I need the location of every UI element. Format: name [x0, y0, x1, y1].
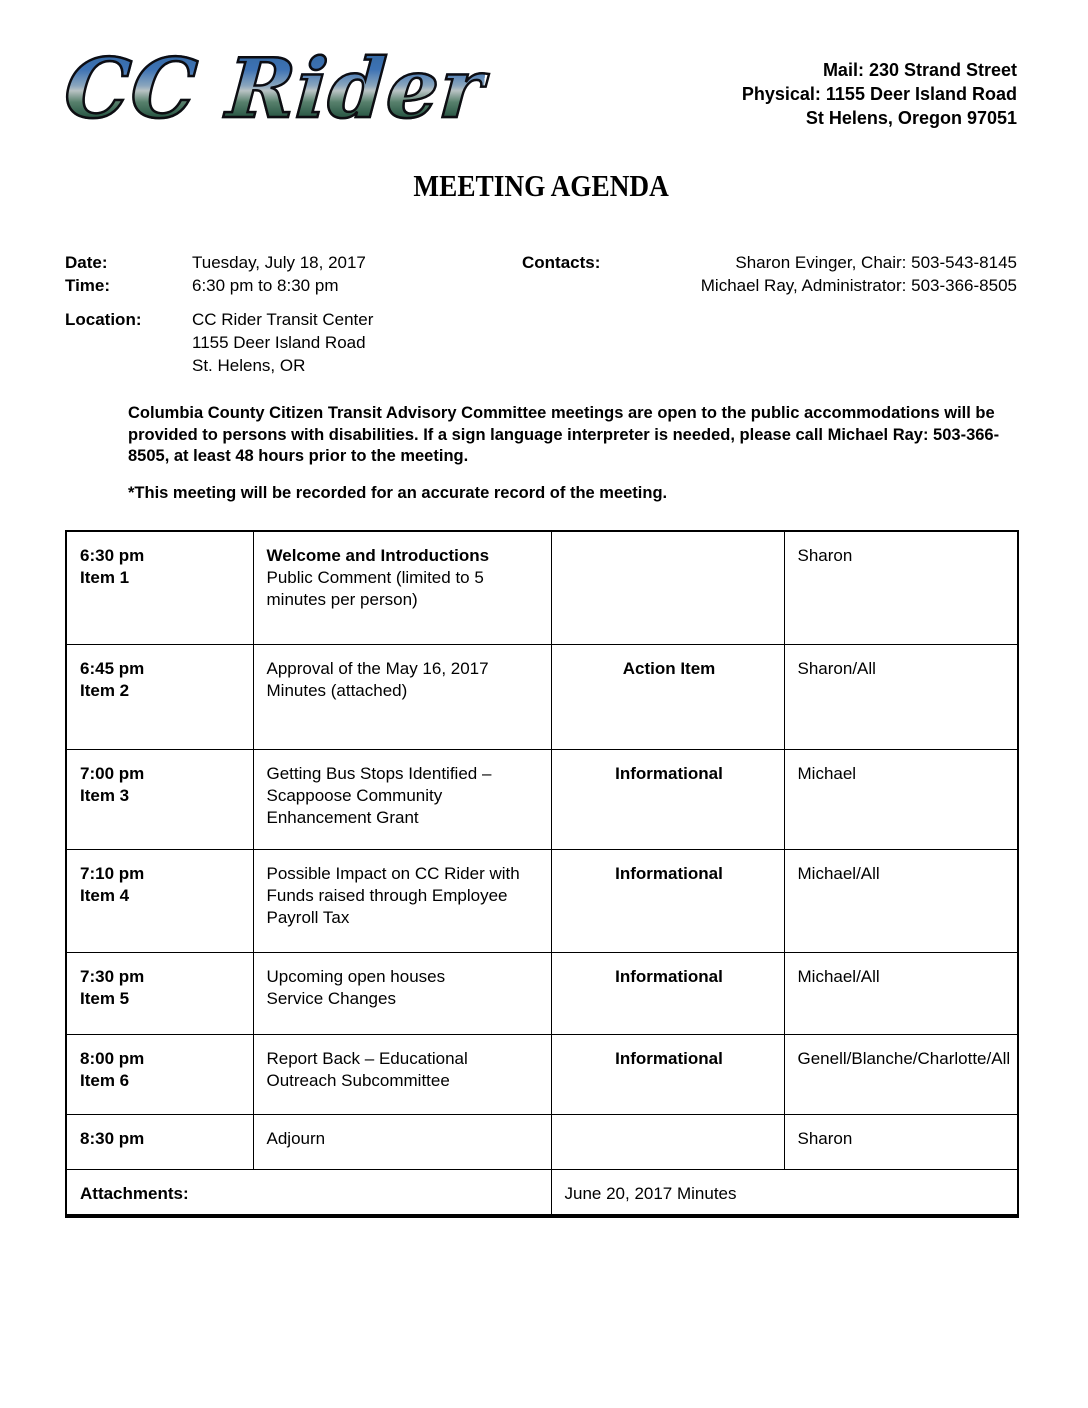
attachments-label-cell: Attachments: [66, 1169, 551, 1216]
row-item: Item 3 [80, 785, 130, 805]
time-cell [66, 1034, 253, 1114]
topic-cell [253, 952, 551, 1034]
presenter-cell: Genell/Blanche/Charlotte/All [784, 1034, 1018, 1114]
topic-bold-line: Welcome and Introductions [266, 546, 490, 565]
contact-administrator-line: Michael Ray, Administrator: 503-366-8505 [700, 276, 1017, 295]
type-cell [551, 1114, 784, 1169]
row-item: Item 4 [80, 885, 130, 905]
location-label: Location: [65, 310, 142, 329]
agency-address-block [742, 48, 1017, 130]
address-mail-line: Mail: 230 Strand Street [822, 60, 1017, 80]
topic-line: Approval of the May 16, 2017 Minutes (attached) [266, 658, 489, 700]
meeting-info-section [65, 251, 1017, 377]
agenda-row-item-3 [66, 749, 1018, 849]
document-header [61, 0, 1017, 137]
time-row [65, 274, 522, 297]
row-item: Item 1 [80, 568, 130, 587]
attachments-value-cell: June 20, 2017 Minutes [551, 1169, 1018, 1216]
title-wrap [65, 168, 1017, 204]
row-item: Item 5 [80, 988, 130, 1008]
presenter-cell: Michael/All [784, 952, 1018, 1034]
time-cell [66, 531, 253, 644]
type-cell: Action Item [551, 644, 784, 749]
topic-line: Public Comment (limited to 5 minutes per person) [266, 568, 484, 609]
recording-notice: *This meeting will be recorded for an accurate record of the meeting. [128, 483, 668, 502]
presenter-cell: Michael/All [784, 849, 1018, 952]
type-cell: Informational [551, 849, 784, 952]
date-row [65, 251, 522, 274]
row-time: 7:00 pm [80, 763, 145, 783]
meeting-info-left [65, 251, 522, 377]
address-physical-line: Physical: 1155 Deer Island Road [741, 84, 1017, 104]
topic-cell [253, 531, 551, 644]
time-cell [66, 644, 253, 749]
type-cell: Informational [551, 1034, 784, 1114]
row-time: 7:30 pm [80, 966, 145, 986]
location-line-1: CC Rider Transit Center [192, 310, 374, 329]
topic-line-2: Service Changes [266, 988, 396, 1008]
type-cell: Informational [551, 749, 784, 849]
page-title: MEETING AGENDA [413, 168, 669, 203]
date-value: Tuesday, July 18, 2017 [192, 253, 366, 272]
agenda-table [65, 530, 1019, 1218]
agenda-row-adjourn [66, 1114, 1018, 1169]
topic-cell [253, 849, 551, 952]
accessibility-notice: Columbia County Citizen Transit Advisory Committee meetings are open to the public accommodations will be provided to persons with disabilities. If a sign language interpreter is needed, please call Michael Ray: 503-366-8505, at least 48 hours prior to the meeting. [128, 404, 1000, 465]
location-row [65, 308, 522, 377]
agenda-row-item-2 [66, 644, 1018, 749]
contact-chair-line: Sharon Evinger, Chair: 503-543-8145 [735, 253, 1017, 272]
location-value [192, 308, 522, 377]
row-time: 8:30 pm [80, 1128, 145, 1148]
presenter-cell: Sharon [784, 1114, 1018, 1169]
attachments-row [66, 1169, 1018, 1216]
time-cell [66, 749, 253, 849]
topic-cell [253, 1034, 551, 1114]
presenter-cell: Michael [784, 749, 1018, 849]
cc-rider-logo: CC Rider [61, 41, 488, 137]
topic-cell [253, 1114, 551, 1169]
contacts-label: Contacts: [522, 253, 601, 272]
agenda-row-item-1 [66, 531, 1018, 644]
time-cell [66, 849, 253, 952]
agenda-row-item-6 [66, 1034, 1018, 1114]
agenda-row-item-4 [66, 849, 1018, 952]
row-item: Item 2 [80, 680, 130, 700]
row-time: 6:30 pm [80, 546, 145, 565]
time-cell [66, 1114, 253, 1169]
meeting-info-right [522, 251, 1017, 377]
presenter-cell: Sharon/All [784, 644, 1018, 749]
date-label: Date: [65, 253, 108, 272]
topic-cell [253, 749, 551, 849]
topic-line: Getting Bus Stops Identified – Scappoose Community Enhancement Grant [266, 763, 492, 827]
topic-line: Upcoming open houses [266, 966, 446, 986]
topic-line: Report Back – Educational Outreach Subcommittee [266, 1048, 468, 1090]
row-time: 6:45 pm [80, 658, 145, 678]
time-cell [66, 952, 253, 1034]
presenter-cell: Sharon [784, 531, 1018, 644]
address-city-line: St Helens, Oregon 97051 [805, 108, 1017, 128]
row-time: 7:10 pm [80, 863, 145, 883]
topic-line: Possible Impact on CC Rider with Funds raised through Employee Payroll Tax [266, 863, 520, 927]
row-item: Item 6 [80, 1070, 130, 1090]
topic-line: Adjourn [266, 1128, 326, 1148]
location-line-2: 1155 Deer Island Road [192, 333, 366, 352]
agenda-row-item-5 [66, 952, 1018, 1034]
row-time: 8:00 pm [80, 1048, 145, 1068]
type-cell: Informational [551, 952, 784, 1034]
time-label: Time: [65, 276, 111, 295]
topic-cell [253, 644, 551, 749]
time-value: 6:30 pm to 8:30 pm [192, 276, 339, 295]
location-line-3: St. Helens, OR [192, 356, 306, 375]
type-cell [551, 531, 784, 644]
